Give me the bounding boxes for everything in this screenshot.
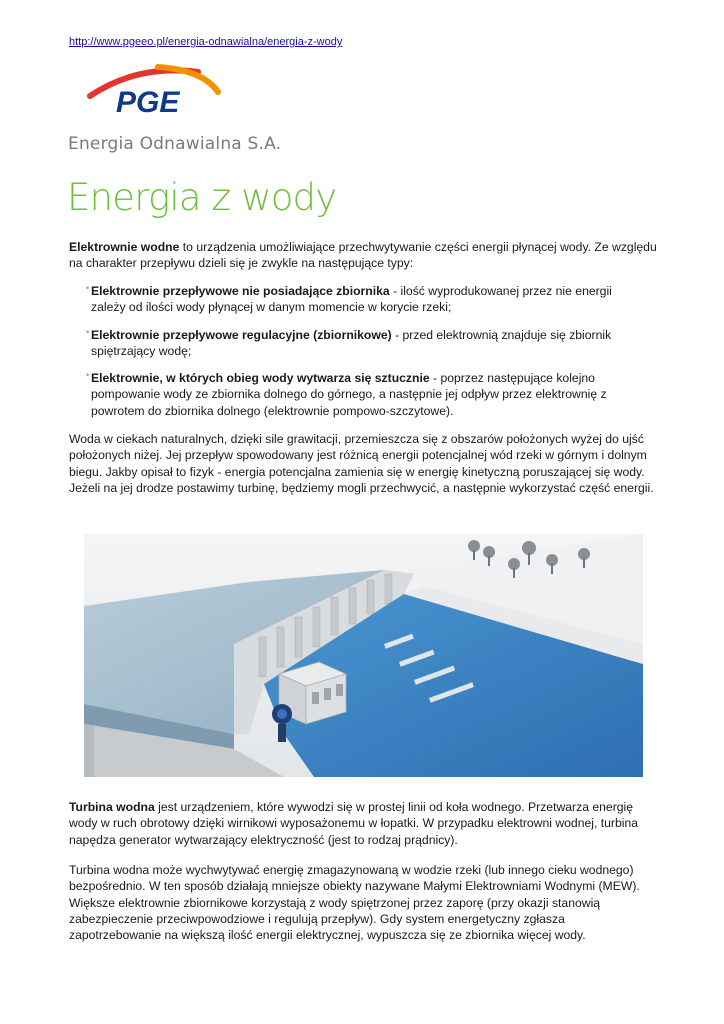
turbine-text: jest urządzeniem, które wywodzi się w prostej linii od koła wodnego. Przetwarza energię wody w ruch obrotowy dzięki wirnikowi wyposażonemu w łopatki. W przypadku elektrowni wodnej, turbina napędza generator wytwarzający elektryczność (jest to rodzaj prądnicy). — [69, 800, 638, 847]
intro-paragraph — [69, 239, 659, 272]
bullet-icon: • — [86, 326, 90, 337]
type-description: - przed elektrownią znajduje się zbiornik spiętrzający wodę; — [91, 327, 612, 358]
list-item — [69, 327, 649, 360]
page-title: Energia z wody — [67, 176, 337, 219]
type-description: - poprzez następujące kolejno pompowanie wody ze zbiornika dolnego do górnego, a następnie jej odpływ przez elektrownię z powrotem do zbiornika dolnego (elektrownie pompowo-szczytowe). — [91, 371, 607, 418]
intro-bold-term: Elektrownie wodne — [69, 240, 180, 254]
turbine-bold-term: Turbina wodna — [69, 800, 155, 814]
list-item — [69, 283, 649, 316]
bullet-icon: • — [86, 370, 90, 381]
list-item — [69, 370, 649, 419]
bullet-icon: • — [86, 283, 90, 293]
intro-text: to urządzenia umożliwiające przechwytywanie części energii płynącej wody. Ze względu na charakter przepływu dzieli się je zwykle na następujące typy: — [69, 240, 657, 271]
source-url-link[interactable]: http://www.pgeeo.pl/energia-odnawialna/energia-z-wody — [69, 36, 343, 48]
type-name: Elektrownie przepływowe regulacyjne (zbiornikowe) — [91, 327, 392, 342]
turbine-paragraph — [69, 799, 659, 848]
company-name: Energia Odnawialna S.A. — [68, 134, 282, 154]
gravity-paragraph: Woda w ciekach naturalnych, dzięki sile grawitacji, przemieszcza się z obszarów położonych wyżej do ujść położonych niżej. Jej przepływ spowodowany jest różnicą energii potencjalnej wód rzeki w górnym i dolnym biegu. Jakby opisał to fizyk - energia potencjalna zamienia się w energię kinetyczną poruszającej się wody. Jeżeli na jej drodze postawimy turbinę, będziemy mogli przechwycić, a następnie wykorzystać część energii. — [69, 432, 654, 495]
hydro-dam-illustration — [84, 534, 643, 777]
type-description: - ilość wyprodukowanej przez nie energii zależy od ilości wody płynącej w danym momencie w korycie rzeki; — [91, 284, 612, 315]
pge-logo-mark — [68, 62, 248, 132]
storage-paragraph: Turbina wodna może wychwytywać energię zmagazynowaną w wodzie rzeki (lub innego cieku wodnego) bezpośrednio. W ten sposób działają mniejsze obiekty nazywane Małymi Elektrowniami Wodnymi (MEW). Większe elektrownie zbiornikowe korzystają z wody spiętrzonej przez zaporę (przy okazji stanowią zabezpieczenie przeciwpowodziowe i regulują przepływ). Gdy system energetyczny zgłasza zapotrzebowanie na większą ilość energii elektrycznej, wypuszcza się ze zbiornika więcej wody. — [69, 863, 640, 943]
type-name: Elektrownie, w których obieg wody wytwarza się sztucznie — [91, 371, 430, 386]
plant-types-list — [69, 283, 649, 430]
pge-brand-text: PGE — [116, 86, 180, 119]
type-name: Elektrownie przepływowe nie posiadające zbiornika — [91, 284, 390, 298]
